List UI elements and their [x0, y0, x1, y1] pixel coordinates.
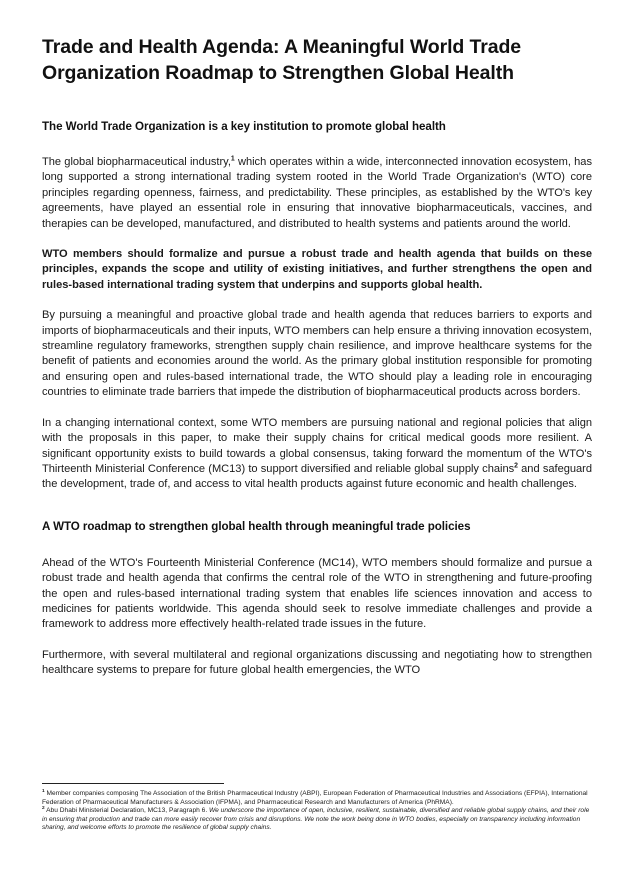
paragraph-6: Furthermore, with several multilateral and regional organizations discussing and negotiating how to strengthen healthcare systems to prepare for future global health emergencies, the WTO [42, 648, 592, 677]
document-body [42, 0, 592, 679]
paragraph-2-emphasis: WTO members should formalize and pursue a robust trade and health agenda that builds on these principles, expands the scope and utility of existing initiatives, and further strengthens the open and rules-based international trading system that underpins and supports global health. [42, 248, 592, 291]
footnote-2 [42, 807, 592, 833]
paragraph-5: Ahead of the WTO's Fourteenth Ministerial Conference (MC14), WTO members should formalize and pursue a robust trade and health agenda that confirms the central role of the WTO in strengthening and future-proofing the open and rules-based international trading system that enables life sciences innovation and access to medicines for patients worldwide. This agenda should seek to resolve immediate challenges and provide a framework to address more effectively health-related trade issues in the future. [42, 556, 592, 631]
paragraph-3: By pursuing a meaningful and proactive global trade and health agenda that reduces barriers to exports and imports of biopharmaceuticals and their inputs, WTO members can help ensure a thriving innovation ecosystem, streamline regulatory frameworks, strengthen supply chain resilience, and improve healthcare systems for the benefit of patients and economies around the world. As the primary global institution responsible for promoting and ensuring open and rules-based international trade, the WTO should play a leading role in encouraging countries to eliminate trade barriers that impede the distribution of biopharmaceutical products across borders. [42, 309, 592, 399]
paragraph-4 [42, 416, 592, 493]
section-heading-1: The World Trade Organization is a key institution to promote global health [42, 120, 446, 133]
footnote-1-marker: 1 [42, 788, 45, 794]
footnote-2-text-italic: We underscore the importance of open, inclusive, resilient, sustainable, diversified and reliable global supply chains, and their role in ensuring that production and trade can more easily recover from crisis and disruptions. We note the work being done in WTO bodies, especially on transparency including information sharing, and welcome efforts to promote the resilience of global supply chains. [42, 807, 590, 832]
footnotes-section [42, 783, 592, 833]
section-heading-2: A WTO roadmap to strengthen global health through meaningful trade policies [42, 519, 471, 533]
footnote-ref-1[interactable]: 1 [230, 155, 235, 163]
paragraph-4-text-before: In a changing international context, some WTO members are pursuing national and regional policies that align with the proposals in this paper, to make their supply chains for critical medical goods more resilient. A significant opportunity exists to build towards a global consensus, taking forward the momentum of the WTO's Thirteenth Ministerial Conference (MC13) to support diversified and reliable global supply chains [42, 416, 592, 475]
paragraph-4-text-after: and safeguard the development, trade of, and access to vital health products against future economic and health challenges. [42, 462, 592, 491]
footnote-ref-2[interactable]: 2 [514, 462, 518, 470]
footnote-separator-rule [42, 783, 224, 784]
footnote-2-marker: 2 [42, 806, 45, 811]
page-title: Trade and Health Agenda: A Meaningful World Trade Organization Roadmap to Strengthen Global Health [42, 36, 522, 84]
footnote-1-text: Member companies composing The Association of the British Pharmaceutical Industry (ABPI), European Federation of Pharmaceutical Industries and Associations (EFPIA), International Federation of Pharmaceutical Manufacturers & Association (IFPMA), and Pharmaceutical Research and Manufacturers of America (PhRMA). [42, 790, 588, 806]
paragraph-1-text-after: which operates within a wide, interconnected innovation ecosystem, has long supported a strong international trading system rooted in the World Trade Organization's (WTO) core principles regarding openness, fairness, and predictability. These principles, as established by the WTO's key agreements, have played an essential role in ensuring that innovative biopharmaceuticals, vaccines, and therapies can be developed, manufactured, and distributed to health systems and patients around the world. [42, 156, 592, 230]
paragraph-1-text-before: The global biopharmaceutical industry, [42, 156, 231, 168]
footnote-1 [42, 790, 592, 807]
paragraph-1 [42, 155, 592, 232]
footnote-2-text-roman: Abu Dhabi Ministerial Declaration, MC13, Paragraph 6. [46, 807, 210, 815]
